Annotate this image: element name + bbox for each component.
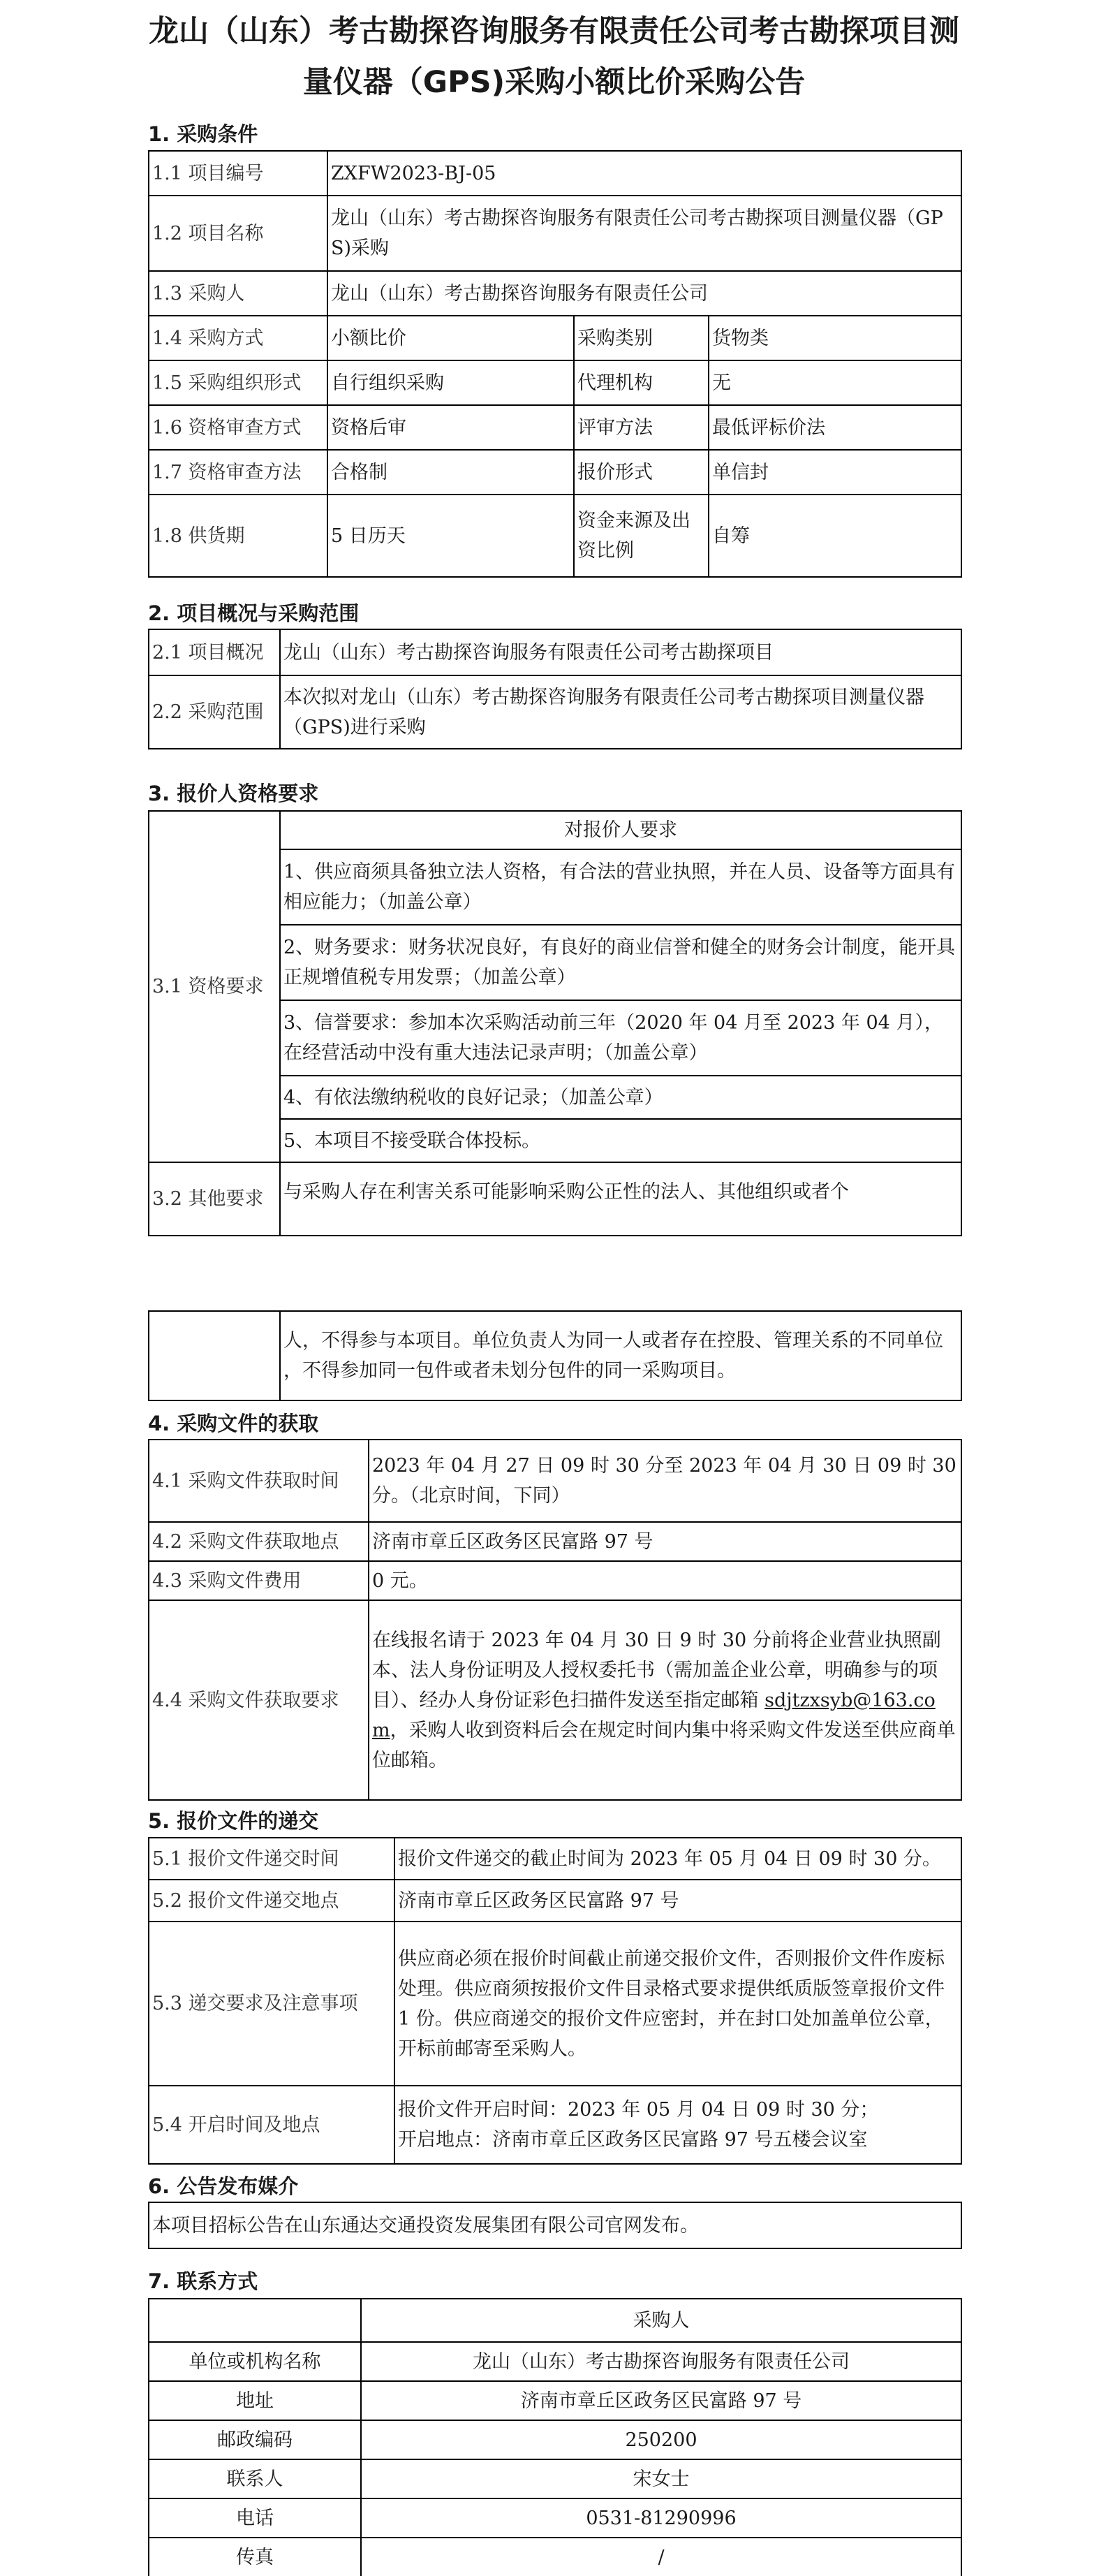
requirement-item: 4、有依法缴纳税收的良好记录；（加盖公章） (280, 1076, 961, 1119)
acquisition-requirements-value (369, 1600, 961, 1800)
procurement-method-label: 1.4 采购方式 (149, 316, 327, 360)
contact-label: 邮政编码 (149, 2420, 361, 2459)
organization-form-value: 自行组织采购 (327, 360, 574, 405)
document-fee-label: 4.3 采购文件费用 (149, 1561, 369, 1600)
contact-info-table (148, 2298, 962, 2576)
contact-value: 宋女士 (361, 2459, 961, 2498)
table-row (149, 2381, 961, 2420)
funding-source-label: 资金来源及出资比例 (574, 495, 709, 577)
table-row (149, 2299, 961, 2342)
submission-location-value: 济南市章丘区政务区民富路 97 号 (394, 1880, 961, 1922)
table-row (149, 2459, 961, 2498)
opening-time-location-value (394, 2086, 961, 2164)
submission-time-value: 报价文件递交的截止时间为 2023 年 05 月 04 日 09 时 30 分。 (394, 1838, 961, 1880)
table-row (149, 360, 961, 405)
agency-value: 无 (709, 360, 961, 405)
table-row (149, 2420, 961, 2459)
requirement-item: 3、信誉要求：参加本次采购活动前三年（2020 年 04 月至 2023 年 04 月），在经营活动中没有重大违法记录声明；（加盖公章） (280, 1000, 961, 1076)
table-row (149, 2498, 961, 2538)
project-number-label: 1.1 项目编号 (149, 151, 327, 196)
evaluation-method-value: 最低评标价法 (709, 405, 961, 450)
procurement-scope-value: 本次拟对龙山（山东）考古勘探咨询服务有限责任公司考古勘探项目测量仪器（GPS)进行采购 (280, 675, 961, 749)
section-4-heading: 4. 采购文件的获取 (148, 1412, 319, 1435)
project-overview-label: 2.1 项目概况 (149, 629, 280, 675)
project-name-value: 龙山（山东）考古勘探咨询服务有限责任公司考古勘探项目测量仪器（GPS)采购 (327, 196, 961, 271)
submission-requirements-value: 供应商必须在报价时间截止前递交报价文件，否则报价文件作废标处理。供应商须按报价文件目录格式要求提供纸质版签章报价文件 1 份。供应商递交的报价文件应密封，并在封口处加盖单位公章，开标前邮寄至采购人。 (394, 1922, 961, 2086)
table-row (149, 316, 961, 360)
requirements-header: 对报价人要求 (280, 811, 961, 849)
table-row (149, 196, 961, 271)
acquisition-location-label: 4.2 采购文件获取地点 (149, 1522, 369, 1561)
table-row (149, 1922, 961, 2086)
table-row (149, 2202, 961, 2248)
project-number-value: ZXFW2023-BJ-05 (327, 151, 961, 196)
section-7-heading: 7. 联系方式 (148, 2269, 258, 2293)
contact-label: 地址 (149, 2381, 361, 2420)
table-row (149, 1561, 961, 1600)
other-requirements-label: 3.2 其他要求 (149, 1162, 280, 1236)
table-row (149, 271, 961, 316)
table-row (149, 1600, 961, 1800)
acquisition-location-value: 济南市章丘区政务区民富路 97 号 (369, 1522, 961, 1561)
submission-location-label: 5.2 报价文件递交地点 (149, 1880, 394, 1922)
purchaser-value: 龙山（山东）考古勘探咨询服务有限责任公司 (327, 271, 961, 316)
table-row (149, 629, 961, 675)
page-title-line-1: 龙山（山东）考古勘探咨询服务有限责任公司考古勘探项目测 (149, 14, 959, 49)
qualification-review-method-value: 合格制 (327, 450, 574, 495)
section-2-heading: 2. 项目概况与采购范围 (148, 601, 360, 625)
requirements-text-a: 在线报名请于 2023 年 04 月 30 日 9 时 30 分前将企业营业执照副本、法人身份证明及人授权委托书（需加盖企业公章，明确参与的项目）、经办人身份证彩色扫描件发送至指定邮箱 (372, 1629, 941, 1711)
table-row (149, 675, 961, 749)
table-row (149, 405, 961, 450)
quote-form-label: 报价形式 (574, 450, 709, 495)
requirement-item: 5、本项目不接受联合体投标。 (280, 1119, 961, 1162)
opening-time-location-label: 5.4 开启时间及地点 (149, 2086, 394, 2164)
contact-value: 0531-81290996 (361, 2498, 961, 2538)
table-row (149, 811, 961, 849)
table-row (149, 1522, 961, 1561)
requirement-item: 1、供应商须具备独立法人资格，有合法的营业执照，并在人员、设备等方面具有相应能力；（加盖公章） (280, 849, 961, 925)
page-title-line-2: 量仪器（GPS)采购小额比价采购公告 (302, 65, 806, 100)
agency-label: 代理机构 (574, 360, 709, 405)
contact-label: 电话 (149, 2498, 361, 2538)
section-1-heading: 1. 采购条件 (148, 122, 258, 146)
procurement-conditions-table (148, 150, 962, 578)
table-row (149, 1311, 961, 1400)
funding-source-value: 自筹 (709, 495, 961, 577)
table-row (149, 2086, 961, 2164)
submission-time-label: 5.1 报价文件递交时间 (149, 1838, 394, 1880)
requirements-text-b: ，采购人收到资料后会在规定时间内集中将采购文件发送至供应商单位邮箱。 (372, 1719, 956, 1771)
purchaser-label: 1.3 采购人 (149, 271, 327, 316)
opening-time: 报价文件开启时间：2023 年 05 月 04 日 09 时 30 分； (398, 2099, 879, 2121)
acquisition-time-value: 2023 年 04 月 27 日 09 时 30 分至 2023 年 04 月 30 日 09 时 30 分。（北京时间，下同） (369, 1440, 961, 1522)
table-row (149, 1440, 961, 1522)
other-requirements-continued: 人，不得参与本项目。单位负责人为同一人或者存在控股、管理关系的不同单位 ，不得参加同一包件或者未划分包件的同一采购项目。 (280, 1311, 961, 1400)
bid-submission-table (148, 1837, 962, 2165)
submission-requirements-label: 5.3 递交要求及注意事项 (149, 1922, 394, 2086)
empty-cell (149, 1311, 280, 1400)
procurement-category-value: 货物类 (709, 316, 961, 360)
contact-value: 济南市章丘区政务区民富路 97 号 (361, 2381, 961, 2420)
email-link[interactable]: sdjtzxsyb@163.com (372, 1689, 936, 1741)
table-row (149, 1162, 961, 1236)
delivery-period-label: 1.8 供货期 (149, 495, 327, 577)
acquisition-requirements-label: 4.4 采购文件获取要求 (149, 1600, 369, 1800)
document-acquisition-table (148, 1439, 962, 1801)
table-row (149, 2342, 961, 2381)
section-5-heading: 5. 报价文件的递交 (148, 1809, 319, 1833)
requirement-item: 2、财务要求：财务状况良好，有良好的商业信誉和健全的财务会计制度，能开具正规增值税专用发票；（加盖公章） (280, 925, 961, 1000)
project-name-label: 1.2 项目名称 (149, 196, 327, 271)
table-row (149, 151, 961, 196)
document-fee-value: 0 元。 (369, 1561, 961, 1600)
contact-value: 250200 (361, 2420, 961, 2459)
section-6-heading: 6. 公告发布媒介 (148, 2174, 299, 2198)
contact-label: 单位或机构名称 (149, 2342, 361, 2381)
contact-column-header: 采购人 (361, 2299, 961, 2342)
contact-value: / (361, 2538, 961, 2576)
acquisition-time-label: 4.1 采购文件获取时间 (149, 1440, 369, 1522)
evaluation-method-label: 评审方法 (574, 405, 709, 450)
contact-label: 传真 (149, 2538, 361, 2576)
table-row (149, 450, 961, 495)
qualification-requirements-label: 3.1 资格要求 (149, 811, 280, 1162)
qualification-review-mode-value: 资格后审 (327, 405, 574, 450)
contact-label: 联系人 (149, 2459, 361, 2498)
project-overview-value: 龙山（山东）考古勘探咨询服务有限责任公司考古勘探项目 (280, 629, 961, 675)
procurement-category-label: 采购类别 (574, 316, 709, 360)
publication-media-table (148, 2202, 962, 2249)
project-overview-table (148, 629, 962, 749)
qualification-review-method-label: 1.7 资格审查方法 (149, 450, 327, 495)
quote-form-value: 单信封 (709, 450, 961, 495)
qualification-review-mode-label: 1.6 资格审查方式 (149, 405, 327, 450)
contact-value: 龙山（山东）考古勘探咨询服务有限责任公司 (361, 2342, 961, 2381)
empty-header-cell (149, 2299, 361, 2342)
other-requirements-value: 与采购人存在利害关系可能影响采购公正性的法人、其他组织或者个 (280, 1162, 961, 1236)
organization-form-label: 1.5 采购组织形式 (149, 360, 327, 405)
table-row (149, 2538, 961, 2576)
opening-location: 开启地点：济南市章丘区政务区民富路 97 号五楼会议室 (398, 2129, 868, 2151)
section-3-heading: 3. 报价人资格要求 (148, 782, 319, 805)
table-row (149, 1838, 961, 1880)
table-row (149, 1880, 961, 1922)
procurement-scope-label: 2.2 采购范围 (149, 675, 280, 749)
bidder-qualification-table (148, 810, 962, 1236)
table-row (149, 495, 961, 577)
procurement-method-value: 小额比价 (327, 316, 574, 360)
other-requirements-continued-table (148, 1310, 962, 1401)
publication-media-text: 本项目招标公告在山东通达交通投资发展集团有限公司官网发布。 (149, 2202, 961, 2248)
delivery-period-value: 5 日历天 (327, 495, 574, 577)
